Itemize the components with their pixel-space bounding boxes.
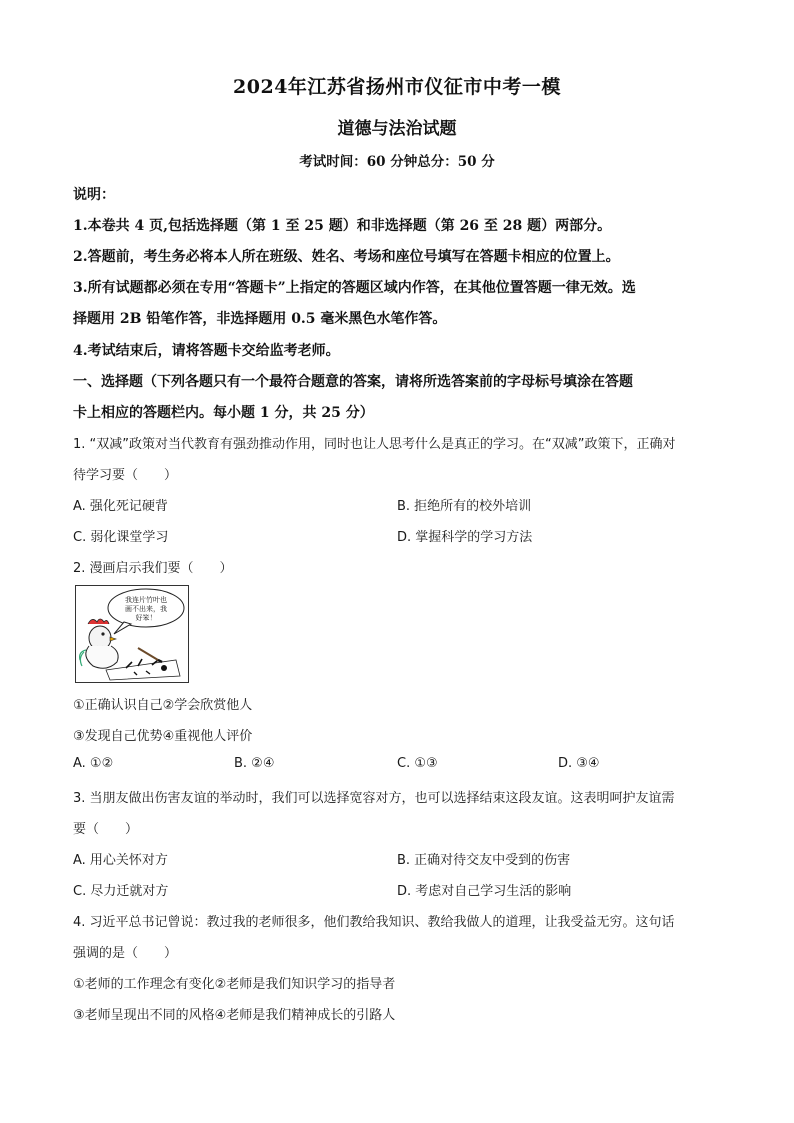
question-1-option-c: C. 弱化课堂学习 [73, 530, 169, 545]
question-2-option-b: B. ②④ [234, 756, 275, 771]
question-1-stem-cont: 待学习要（ ） [73, 468, 178, 483]
instruction-item: 3.所有试题都必须在专用“答题卡”上指定的答题区域内作答，在其他位置答题一律无效。选 [73, 280, 636, 296]
question-1-option-a: A. 强化死记硬背 [73, 499, 168, 514]
instruction-item: 1.本卷共 4 页,包括选择题（第 1 至 25 题）和非选择题（第 26 至 28 题）两部分。 [73, 218, 612, 234]
cartoon-speech-line: 好笨！ [135, 614, 157, 622]
instructions-heading: 说明： [73, 187, 115, 203]
question-4-stem: 4. 习近平总书记曾说：教过我的老师很多，他们教给我知识、教给我做人的道理，让我受益无穷。这句话 [73, 915, 675, 930]
question-2-option-c: C. ①③ [397, 756, 438, 771]
cartoon-speech-line: 画不出来，我 [125, 605, 167, 613]
question-4-statement: ③老师呈现出不同的风格④老师是我们精神成长的引路人 [73, 1008, 396, 1023]
instruction-item: 择题用 2B 铅笔作答，非选择题用 0.5 毫米黑色水笔作答。 [73, 311, 447, 327]
question-1-option-d: D. 掌握科学的学习方法 [397, 530, 533, 545]
question-3-option-c: C. 尽力迁就对方 [73, 884, 169, 899]
exam-meta: 考试时间：60 分钟总分：50 分 [299, 154, 495, 170]
question-2-cartoon [75, 585, 189, 683]
question-2-statement: ③发现自己优势④重视他人评价 [73, 729, 253, 744]
section-heading: 一、选择题（下列各题只有一个最符合题意的答案，请将所选答案前的字母标号填涂在答题 [73, 374, 633, 390]
question-2-statement: ①正确认识自己②学会欣赏他人 [73, 698, 253, 713]
instruction-item: 4.考试结束后，请将答题卡交给监考老师。 [73, 343, 340, 359]
cartoon-speech-line: 我连片竹叶也 [125, 596, 167, 604]
question-2-option-a: A. ①② [73, 756, 114, 771]
question-3-stem-cont: 要（ ） [73, 822, 139, 837]
question-1-option-b: B. 拒绝所有的校外培训 [397, 499, 532, 514]
instruction-item: 2.答题前，考生务必将本人所在班级、姓名、考场和座位号填写在答题卡相应的位置上。 [73, 249, 620, 265]
section-heading-cont: 卡上相应的答题栏内。每小题 1 分，共 25 分） [73, 405, 374, 421]
question-4-stem-cont: 强调的是（ ） [73, 946, 178, 961]
question-3-stem: 3. 当朋友做出伤害友谊的举动时，我们可以选择宽容对方，也可以选择结束这段友谊。这表明呵护友谊需 [73, 791, 675, 806]
question-2-option-d: D. ③④ [558, 756, 600, 771]
exam-subject-title: 道德与法治试题 [337, 119, 457, 139]
question-3-option-a: A. 用心关怀对方 [73, 853, 168, 868]
question-3-option-b: B. 正确对待交友中受到的伤害 [397, 853, 571, 868]
question-2-stem: 2. 漫画启示我们要（ ） [73, 561, 233, 576]
question-1-stem: 1. “双减”政策对当代教育有强劲推动作用，同时也让人思考什么是真正的学习。在“双减”政策下，正确对 [73, 437, 676, 452]
question-4-statement: ①老师的工作理念有变化②老师是我们知识学习的指导者 [73, 977, 396, 992]
cartoon-drawing [76, 586, 188, 682]
question-3-option-d: D. 考虑对自己学习生活的影响 [397, 884, 572, 899]
exam-title: 2024年江苏省扬州市仪征市中考一模 [233, 76, 561, 98]
